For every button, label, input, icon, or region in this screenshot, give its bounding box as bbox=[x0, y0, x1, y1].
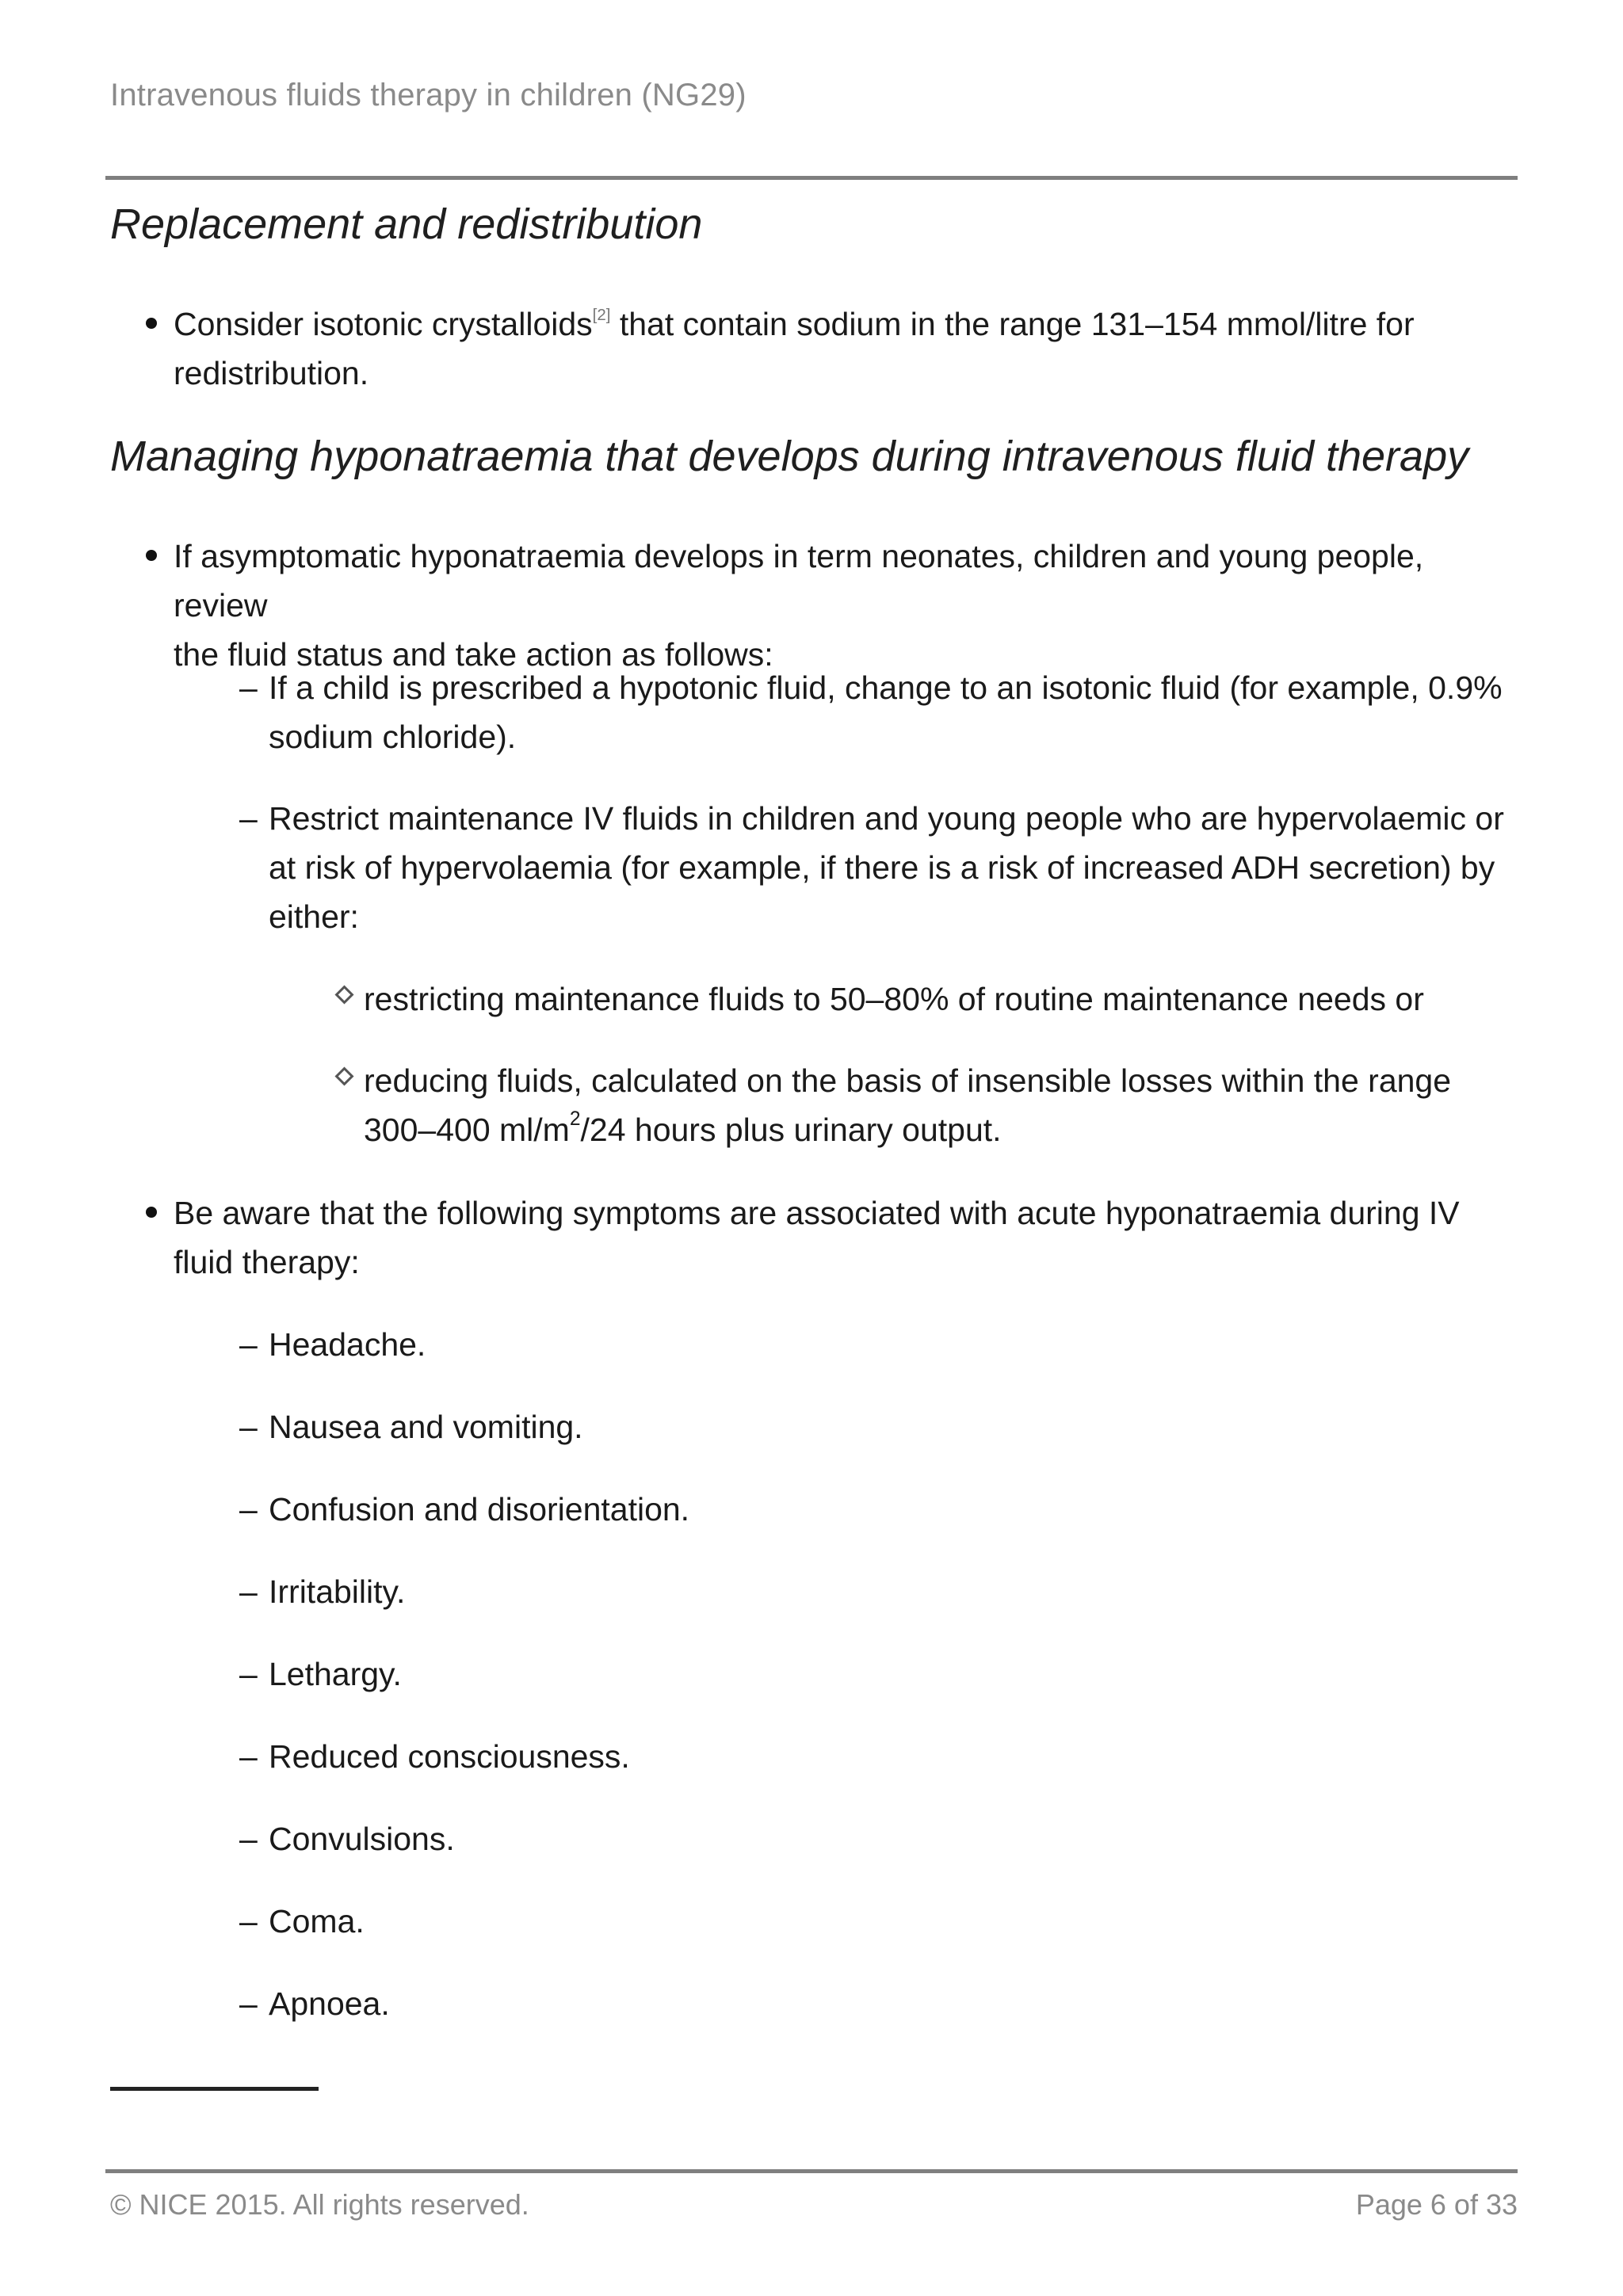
option-text: /24 hours plus urinary output. bbox=[580, 1112, 1002, 1148]
dash-marker: – bbox=[239, 1985, 258, 2022]
subitem-line: sodium chloride). bbox=[269, 719, 517, 755]
option-line bbox=[364, 1105, 1521, 1154]
bullet-line: the fluid status and take action as follows: bbox=[174, 636, 773, 673]
bullet-redistribution bbox=[174, 299, 1521, 398]
option-text: 300–400 ml/m bbox=[364, 1112, 570, 1148]
subitem-restrict-maintenance bbox=[269, 794, 1521, 941]
symptom-item: Nausea and vomiting. bbox=[269, 1409, 583, 1445]
diamond-bullet-icon bbox=[334, 1066, 353, 1085]
bullet-be-aware bbox=[174, 1188, 1521, 1287]
dash-marker: – bbox=[239, 800, 258, 837]
dash-marker: – bbox=[239, 1491, 258, 1527]
dash-marker: – bbox=[239, 669, 258, 706]
dash-marker: – bbox=[239, 1821, 258, 1857]
superscript: 2 bbox=[569, 1108, 581, 1131]
symptom-item: Irritability. bbox=[269, 1573, 406, 1610]
bullet-line: fluid therapy: bbox=[174, 1244, 360, 1280]
footer-copyright: © NICE 2015. All rights reserved. bbox=[110, 2188, 529, 2221]
bullet-dot bbox=[146, 1207, 157, 1218]
header-rule bbox=[105, 176, 1518, 180]
dash-marker: – bbox=[239, 1656, 258, 1692]
dash-marker: – bbox=[239, 1738, 258, 1775]
dash-marker: – bbox=[239, 1326, 258, 1363]
footnote-separator bbox=[110, 2087, 319, 2091]
symptom-item: Coma. bbox=[269, 1903, 365, 1939]
option-line: reducing fluids, calculated on the basis of insensible losses within the range bbox=[364, 1062, 1452, 1099]
symptom-item: Headache. bbox=[269, 1326, 426, 1363]
dash-marker: – bbox=[239, 1573, 258, 1610]
bullet-dot bbox=[146, 318, 157, 329]
subitem-line: Restrict maintenance IV fluids in children and young people who are hypervolaemic or bbox=[269, 800, 1504, 837]
bullet-text: Consider isotonic crystalloids bbox=[174, 306, 593, 342]
symptom-item: Lethargy. bbox=[269, 1656, 402, 1692]
footnote-ref-link[interactable]: [2] bbox=[592, 306, 611, 325]
section-heading-replacement: Replacement and redistribution bbox=[110, 200, 703, 248]
footer-rule bbox=[105, 2169, 1518, 2173]
dash-marker: – bbox=[239, 1903, 258, 1939]
bullet-text: that contain sodium in the range 131–154 mmol/litre for bbox=[610, 306, 1415, 342]
option-restricting-fluids: restricting maintenance fluids to 50–80% of routine maintenance needs or bbox=[364, 981, 1424, 1017]
symptom-item: Convulsions. bbox=[269, 1821, 455, 1857]
bullet-dot bbox=[146, 550, 157, 561]
bullet-line bbox=[174, 299, 1521, 349]
bullet-asymptomatic bbox=[174, 532, 1521, 679]
subitem-line: at risk of hypervolaemia (for example, if there is a risk of increased ADH secretion) by bbox=[269, 849, 1495, 886]
symptom-item: Apnoea. bbox=[269, 1985, 390, 2022]
bullet-line: If asymptomatic hyponatraemia develops in term neonates, children and young people, review bbox=[174, 538, 1424, 624]
symptom-item: Reduced consciousness. bbox=[269, 1738, 630, 1775]
subitem-hypotonic-fluid bbox=[269, 663, 1521, 761]
page-header-title: Intravenous fluids therapy in children (NG29) bbox=[110, 78, 747, 113]
diamond-bullet-icon bbox=[334, 985, 353, 1004]
footer-page-number: Page 6 of 33 bbox=[1355, 2188, 1518, 2221]
bullet-line: Be aware that the following symptoms are associated with acute hyponatraemia during IV bbox=[174, 1195, 1460, 1231]
symptom-item: Confusion and disorientation. bbox=[269, 1491, 690, 1527]
bullet-line: redistribution. bbox=[174, 355, 369, 391]
subitem-line: either: bbox=[269, 898, 359, 935]
subitem-line: If a child is prescribed a hypotonic fluid, change to an isotonic fluid (for example, 0.9% bbox=[269, 669, 1503, 706]
section-heading-hyponatraemia: Managing hyponatraemia that develops during intravenous fluid therapy bbox=[110, 433, 1469, 480]
dash-marker: – bbox=[239, 1409, 258, 1445]
option-reducing-fluids bbox=[364, 1056, 1521, 1154]
